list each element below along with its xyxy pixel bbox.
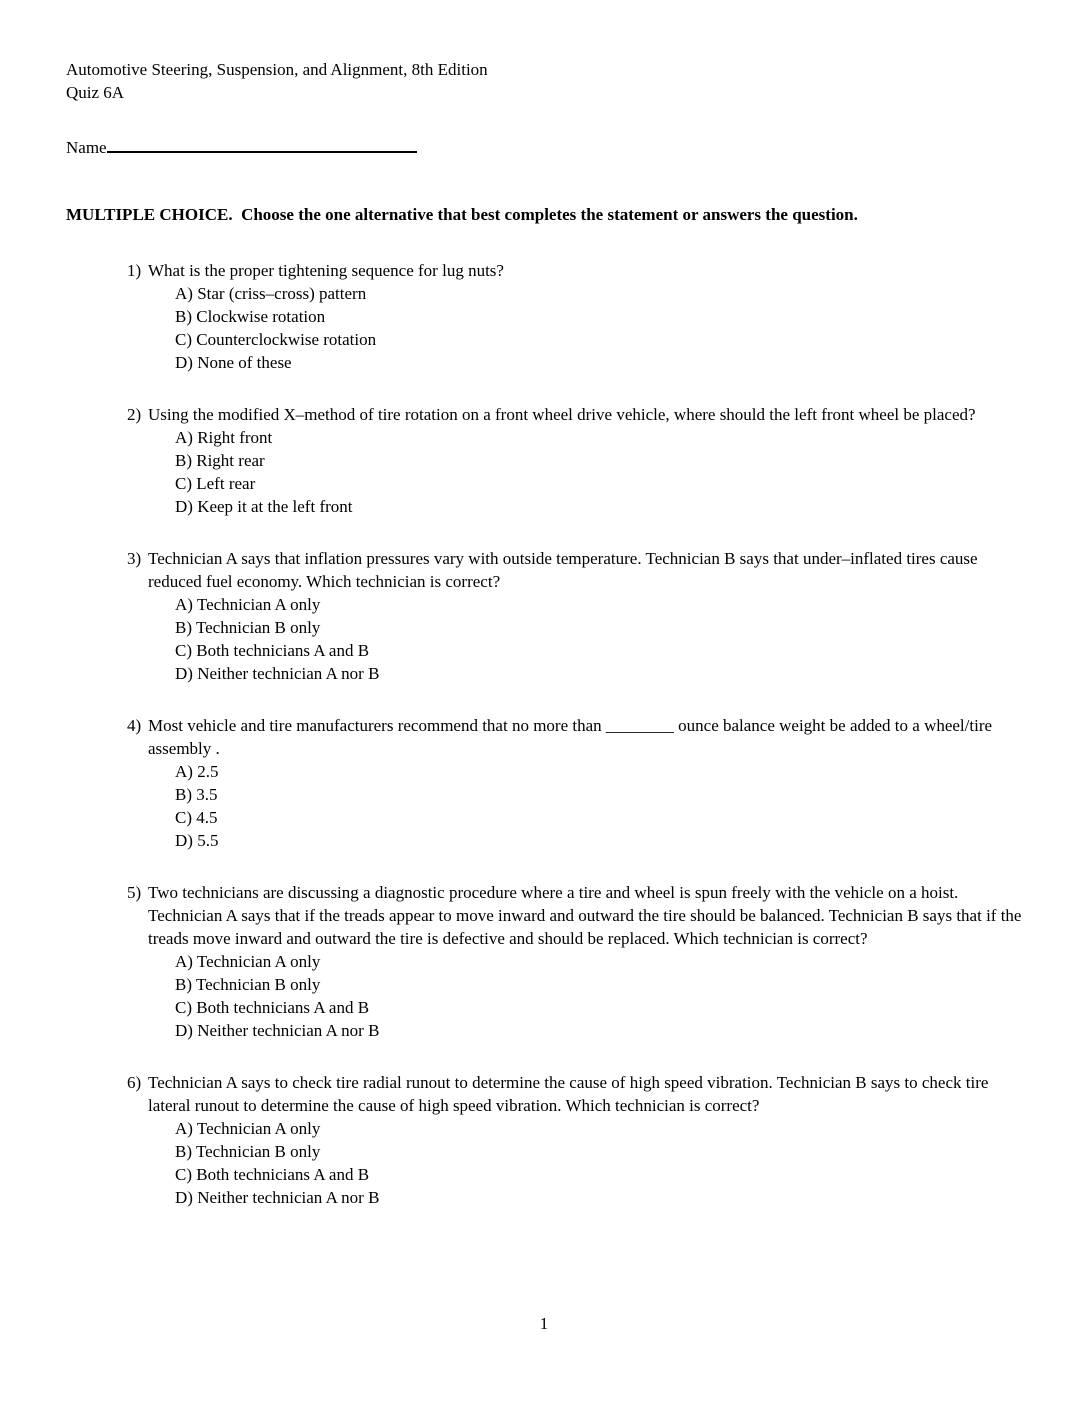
option-d: D) Neither technician A nor B	[175, 1021, 380, 1040]
page-number: 1	[539, 1314, 549, 1333]
option-c: C) Both technicians A and B	[175, 641, 370, 660]
option-list	[148, 760, 1022, 852]
option-c: C) Both technicians A and B	[175, 1165, 370, 1184]
question-stem: Technician A says to check tire radial runout to determine the cause of high speed vibration. Technician B says to check tire lateral runout to determine the cause of high speed vibration. Which technician is correct?	[148, 1073, 989, 1115]
option-c: C) Both technicians A and B	[175, 998, 370, 1017]
option-c: C) Left rear	[175, 474, 256, 493]
question-body	[148, 881, 1022, 1042]
question-stem: Using the modified X–method of tire rotation on a front wheel drive vehicle, where should the left front wheel be placed?	[148, 405, 976, 424]
quiz-title: Quiz 6A	[66, 83, 125, 102]
question-6	[127, 1071, 1022, 1209]
question-body	[148, 714, 1022, 852]
question-number: 1)	[127, 261, 142, 280]
question-stem: Most vehicle and tire manufacturers recommend that no more than ________ ounce balance weight be added to a wheel/tire assembly .	[148, 716, 993, 758]
option-c: C) Counterclockwise rotation	[175, 330, 377, 349]
question-number: 6)	[127, 1073, 142, 1092]
option-a: A) 2.5	[175, 762, 219, 781]
question-number: 2)	[127, 405, 142, 424]
question-number: 4)	[127, 716, 142, 735]
question-stem: Two technicians are discussing a diagnostic procedure where a tire and wheel is spun freely with the vehicle on a hoist. Technician A says that if the treads appear to move inward and outward the tire should be balanced. Technician B says that if the treads move inward and outward the tire is defective and should be replaced. Which technician is correct?	[148, 883, 1022, 948]
question-body	[148, 259, 1022, 374]
option-list	[148, 282, 1022, 374]
option-c: C) 4.5	[175, 808, 218, 827]
option-list	[148, 1117, 1022, 1209]
question-3	[127, 547, 1022, 685]
option-b: B) 3.5	[175, 785, 218, 804]
question-body	[148, 1071, 1022, 1209]
question-number: 3)	[127, 549, 142, 568]
option-list	[148, 593, 1022, 685]
question-4	[127, 714, 1022, 852]
option-d: D) Keep it at the left front	[175, 497, 353, 516]
option-b: B) Technician B only	[175, 618, 321, 637]
name-label: Name	[66, 138, 107, 157]
document-title: Automotive Steering, Suspension, and Alignment, 8th Edition	[66, 60, 488, 79]
question-1	[127, 259, 1022, 374]
question-number: 5)	[127, 883, 142, 902]
option-b: B) Right rear	[175, 451, 265, 470]
multiple-choice-instruction: MULTIPLE CHOICE. Choose the one alternative that best completes the statement or answers the question.	[66, 205, 858, 224]
question-2	[127, 403, 1022, 518]
option-a: A) Right front	[175, 428, 273, 447]
option-d: D) Neither technician A nor B	[175, 1188, 380, 1207]
option-list	[148, 426, 1022, 518]
option-list	[148, 950, 1022, 1042]
option-d: D) None of these	[175, 353, 292, 372]
question-5	[127, 881, 1022, 1042]
option-d: D) 5.5	[175, 831, 219, 850]
option-a: A) Technician A only	[175, 952, 321, 971]
option-a: A) Technician A only	[175, 595, 321, 614]
question-body	[148, 403, 1022, 518]
option-d: D) Neither technician A nor B	[175, 664, 380, 683]
option-b: B) Technician B only	[175, 975, 321, 994]
question-body	[148, 547, 1022, 685]
document-header	[66, 58, 1022, 104]
option-b: B) Clockwise rotation	[175, 307, 326, 326]
option-b: B) Technician B only	[175, 1142, 321, 1161]
name-row	[66, 134, 1022, 159]
question-stem: What is the proper tightening sequence for lug nuts?	[148, 261, 504, 280]
option-a: A) Star (criss–cross) pattern	[175, 284, 367, 303]
question-list	[127, 259, 1022, 1209]
option-a: A) Technician A only	[175, 1119, 321, 1138]
question-stem: Technician A says that inflation pressures vary with outside temperature. Technician B says that under–inflated tires cause reduced fuel economy. Which technician is correct?	[148, 549, 978, 591]
name-blank-line	[107, 134, 417, 153]
